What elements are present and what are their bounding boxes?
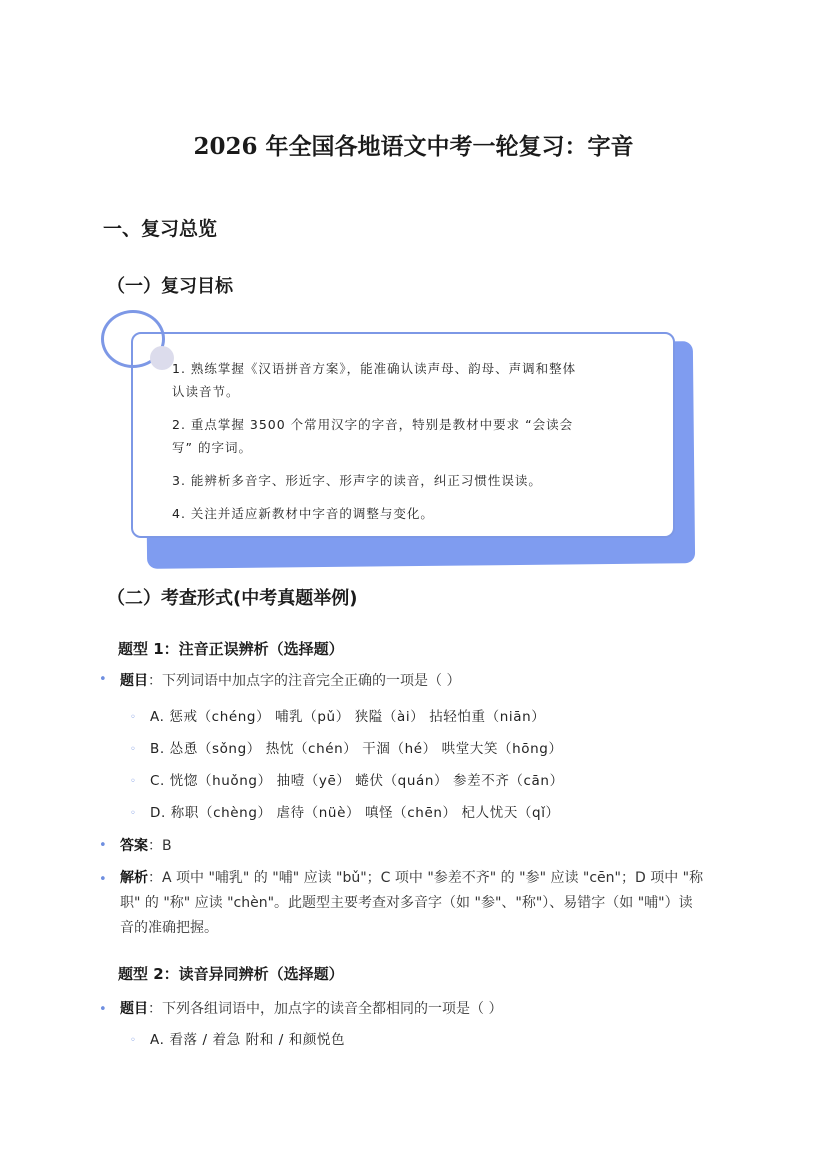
goal-line: 写” 的字词。 <box>172 440 252 455</box>
bullet-icon: • <box>99 1002 107 1017</box>
answer-text: 答案：B <box>120 838 172 854</box>
goal-line: 2. 重点掌握 3500 个常用汉字的字音，特别是教材中要求 “会读会 <box>172 417 574 432</box>
sub-bullet-icon: ◦ <box>130 712 136 723</box>
goal-line: 4. 关注并适应新教材中字音的调整与变化。 <box>172 506 434 521</box>
goal-line: 认读音节。 <box>172 384 240 399</box>
binder-hole-decoration <box>150 346 174 370</box>
option-c: C. 恍惚（huǒng） 抽噎（yē） 蜷伏（quán） 参差不齐（cān） <box>150 773 564 789</box>
option-b: B. 怂恿（sǒng） 热忱（chén） 干涸（hé） 哄堂大笑（hōng） <box>150 741 563 757</box>
analysis-text: 解析：A 项中 "哺乳" 的 "哺" 应读 "bǔ"；C 项中 "参差不齐" 的 "参" 应读 "cēn"；D 项中 "称 职" 的 "称" 应读 "chèn"。此题型主要考查对多音字（如 "参"、"称"）、易错字（如 "哺"）读 音的准确把握。 <box>120 870 704 936</box>
subsection-heading-exam-format: （二）考查形式(中考真题举例) <box>107 588 358 609</box>
question-text: 题目：下列词语中加点字的注音完全正确的一项是（ ） <box>120 673 461 689</box>
option-a: A. 看落 / 着急 附和 / 和颜悦色 <box>150 1032 346 1048</box>
option-d: D. 称职（chèng） 虐待（nüè） 嗔怪（chēn） 杞人忧天（qǐ） <box>150 805 560 821</box>
sub-bullet-icon: ◦ <box>130 808 136 819</box>
subsection-heading-goals: （一）复习目标 <box>107 276 233 297</box>
sub-bullet-icon: ◦ <box>130 744 136 755</box>
sub-bullet-icon: ◦ <box>130 1035 136 1046</box>
question-type-heading: 题型 2：读音异同辨析（选择题） <box>118 965 344 983</box>
question-text: 题目：下列各组词语中，加点字的读音全都相同的一项是（ ） <box>120 1001 503 1017</box>
bullet-icon: • <box>99 838 107 853</box>
section-heading-overview: 一、复习总览 <box>103 218 218 240</box>
bullet-icon: • <box>99 872 107 887</box>
question-type-heading: 题型 1：注音正误辨析（选择题） <box>118 640 344 658</box>
goal-line: 1. 熟练掌握《汉语拼音方案》，能准确认读声母、韵母、声调和整体 <box>172 361 577 376</box>
bullet-icon: • <box>99 672 107 687</box>
goal-line: 3. 能辨析多音字、形近字、形声字的读音，纠正习惯性误读。 <box>172 473 542 488</box>
sub-bullet-icon: ◦ <box>130 776 136 787</box>
option-a: A. 惩戒（chéng） 哺乳（pǔ） 狭隘（ài） 拈轻怕重（niān） <box>150 709 546 725</box>
page-title: 2026 年全国各地语文中考一轮复习：字音 <box>193 133 634 160</box>
